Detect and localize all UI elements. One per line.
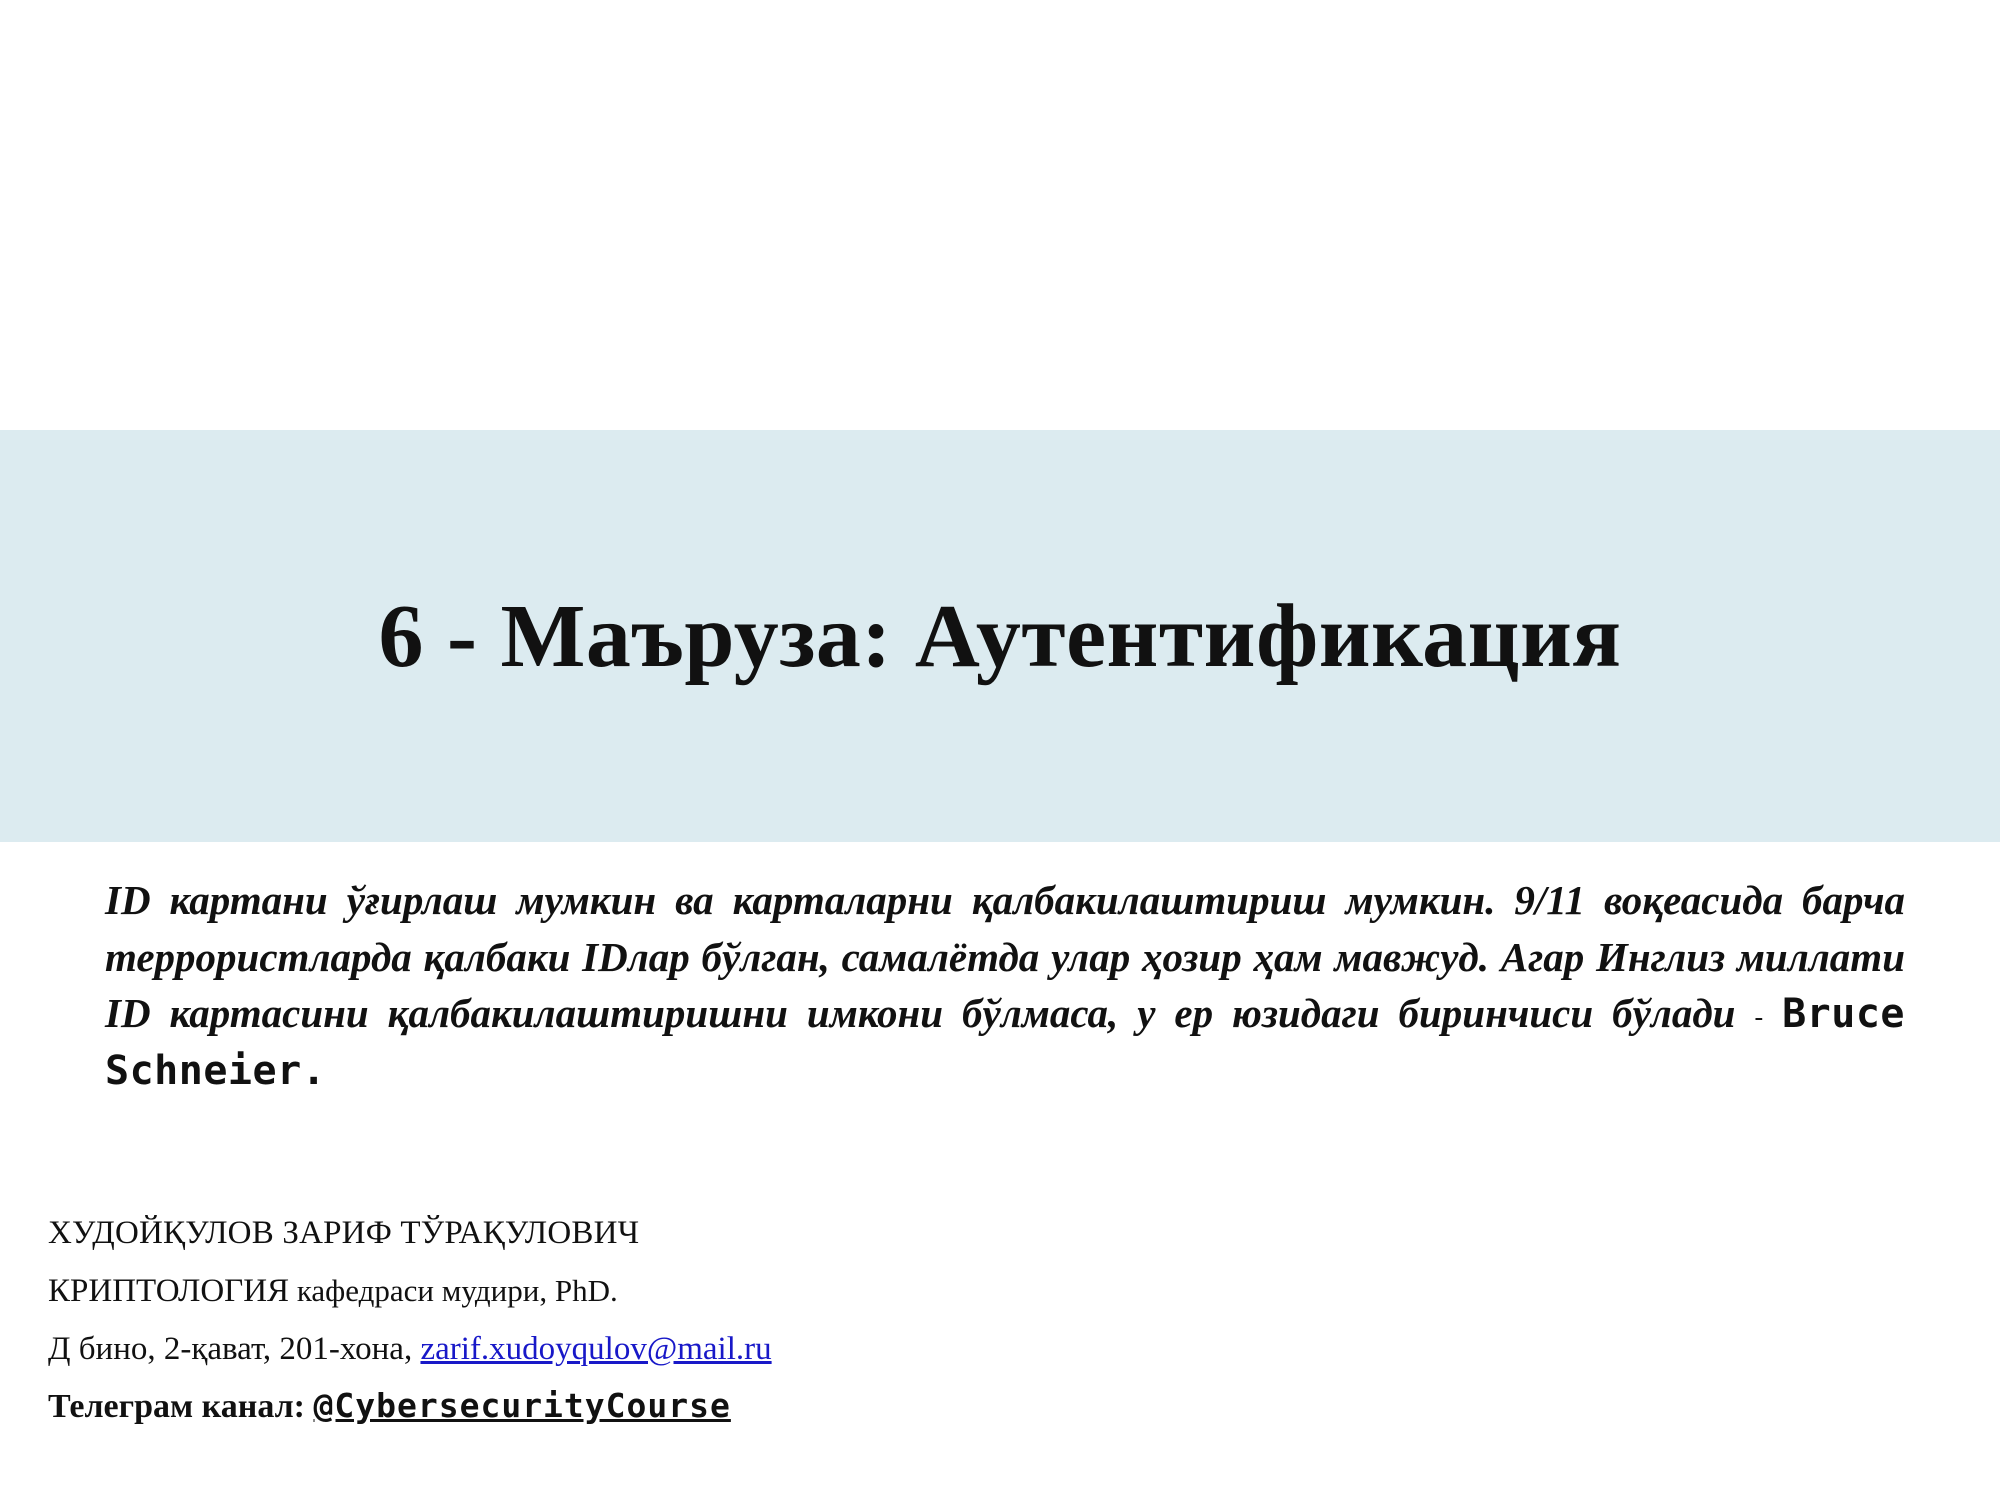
quote-author: Bruce Schneier.	[105, 991, 1905, 1095]
telegram-handle-link[interactable]: @CybersecurityCourse	[313, 1385, 731, 1425]
role-description: кафедраси мудири, PhD.	[289, 1272, 618, 1308]
quote-dash: -	[1754, 1002, 1764, 1032]
quote-paragraph	[105, 872, 1905, 1100]
contact-role-line	[48, 1268, 1748, 1314]
page-title: 6 - Маъруза: Аутентификация	[378, 586, 1622, 686]
title-banner	[0, 430, 2000, 842]
quote-text: ID картани ўғирлаш мумкин ва карталарни қалбакилаштириш мумкин. 9/11 воқеасида барча террористларда қалбаки IDлар бўлган, самалётда улар ҳозир ҳам мавжуд. Агар Инглиз миллати ID картасини қалбакилаштиришни имкони бўлмаса, у ер юзидаги биринчиси бўлади	[105, 877, 1905, 1037]
email-link[interactable]: zarif.xudoyqulov@mail.ru	[420, 1330, 772, 1367]
contact-telegram-line	[48, 1384, 1748, 1429]
contact-address-line	[48, 1326, 1748, 1372]
presenter-name: ХУДОЙҚУЛОВ ЗАРИФ ТЎРАҚУЛОВИЧ	[48, 1215, 640, 1251]
telegram-label: Телеграм канал:	[48, 1387, 314, 1425]
department-name: КРИПТОЛОГИЯ	[48, 1272, 290, 1309]
contact-block	[48, 1210, 1748, 1441]
contact-name-line	[48, 1210, 1748, 1256]
office-address: Д бино, 2-қават, 201-хона,	[48, 1330, 421, 1367]
